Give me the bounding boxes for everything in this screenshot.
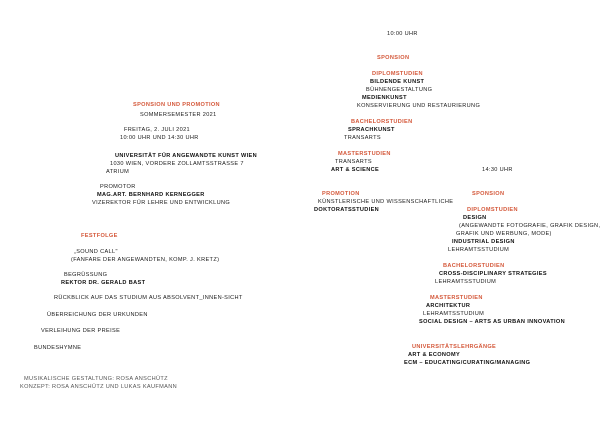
- list-item: ARCHITEKTUR: [426, 303, 471, 309]
- sound-call: „SOUND CALL": [74, 249, 118, 255]
- venue-address: 1030 WIEN, VORDERE ZOLLAMTSSTRASSE 7: [110, 161, 244, 167]
- list-item: ECM – EDUCATING/CURATING/MANAGING: [404, 360, 531, 366]
- programme-certificates: ÜBERREICHUNG DER URKUNDEN: [47, 312, 148, 318]
- concept-credit: KONZEPT: ROSA ANSCHÜTZ UND LUKAS KAUFMANN: [20, 384, 178, 390]
- afternoon-time: 14:30 UHR: [482, 167, 513, 173]
- morning-master-heading: MASTERSTUDIEN: [338, 151, 391, 157]
- list-item: BILDENDE KUNST: [370, 79, 425, 85]
- list-item: DOKTORATSSTUDIEN: [314, 207, 380, 213]
- programme-prizes: VERLEIHUNG DER PREISE: [41, 328, 121, 334]
- list-item: LEHRAMTSSTUDIUM: [448, 247, 510, 253]
- morning-promotion-heading: PROMOTION: [322, 191, 360, 197]
- list-item: SPRACHKUNST: [348, 127, 395, 133]
- venue-room: ATRIUM: [106, 169, 130, 175]
- programme-review: RÜCKBLICK AUF DAS STUDIUM AUS ABSOLVENT_INNEN-SICHT: [54, 295, 243, 301]
- list-item: TRANSARTS: [344, 135, 381, 141]
- list-item: SOCIAL DESIGN – ARTS AS URBAN INNOVATION: [419, 319, 565, 325]
- list-item: INDUSTRIAL DESIGN: [452, 239, 515, 245]
- list-item: MEDIENKUNST: [362, 95, 407, 101]
- afternoon-bachelor-heading: BACHELORSTUDIEN: [443, 263, 505, 269]
- venue-name: UNIVERSITÄT FÜR ANGEWANDTE KUNST WIEN: [115, 153, 258, 159]
- festfolge-heading: FESTFOLGE: [81, 233, 118, 239]
- list-item: ART & SCIENCE: [331, 167, 380, 173]
- list-item: LEHRAMTSSTUDIUM: [435, 279, 497, 285]
- morning-diplom-heading: DIPLOMSTUDIEN: [372, 71, 423, 77]
- list-item: LEHRAMTSSTUDIUM: [423, 311, 485, 317]
- greeting-label: BEGRÜSSUNG: [64, 272, 108, 278]
- list-item: DESIGN: [463, 215, 487, 221]
- list-item: TRANSARTS: [335, 159, 372, 165]
- list-item: ART & ECONOMY: [408, 352, 461, 358]
- rector-name: REKTOR DR. GERALD BAST: [61, 280, 146, 286]
- event-date: FREITAG, 2. JULI 2021: [124, 127, 191, 133]
- list-item: CROSS-DISCIPLINARY STRATEGIES: [439, 271, 547, 277]
- morning-time: 10:00 UHR: [387, 31, 418, 37]
- afternoon-sponsion-heading: SPONSION: [472, 191, 505, 197]
- morning-bachelor-heading: BACHELORSTUDIEN: [351, 119, 413, 125]
- list-item: KONSERVIERUNG UND RESTAURIERUNG: [357, 103, 481, 109]
- semester: SOMMERSEMESTER 2021: [140, 112, 217, 118]
- afternoon-uni-heading: UNIVERSITÄTSLEHRGÄNGE: [412, 344, 497, 350]
- event-times: 10:00 UHR UND 14:30 UHR: [120, 135, 199, 141]
- list-item: BÜHNENGESTALTUNG: [366, 87, 433, 93]
- fanfare-note: (FANFARE DER ANGEWANDTEN, KOMP. J. KRETZ): [71, 257, 220, 263]
- afternoon-master-heading: MASTERSTUDIEN: [430, 295, 483, 301]
- list-item: GRAFIK UND WERBUNG, MODE): [456, 231, 552, 237]
- ceremony-title: SPONSION UND PROMOTION: [133, 102, 220, 108]
- list-item: (ANGEWANDTE FOTOGRAFIE, GRAFIK DESIGN,: [459, 223, 600, 229]
- music-credit: MUSIKALISCHE GESTALTUNG: ROSA ANSCHÜTZ: [24, 376, 168, 382]
- afternoon-diplom-heading: DIPLOMSTUDIEN: [467, 207, 518, 213]
- promotor-label: PROMOTOR: [100, 184, 136, 190]
- promotor-name: MAG.ART. BERNHARD KERNEGGER: [97, 192, 205, 198]
- list-item: KÜNSTLERISCHE UND WISSENSCHAFTLICHE: [318, 199, 454, 205]
- programme-anthem: BUNDESHYMNE: [34, 345, 82, 351]
- morning-sponsion-heading: SPONSION: [377, 55, 410, 61]
- promotor-role: VIZEREKTOR FÜR LEHRE UND ENTWICKLUNG: [92, 200, 231, 206]
